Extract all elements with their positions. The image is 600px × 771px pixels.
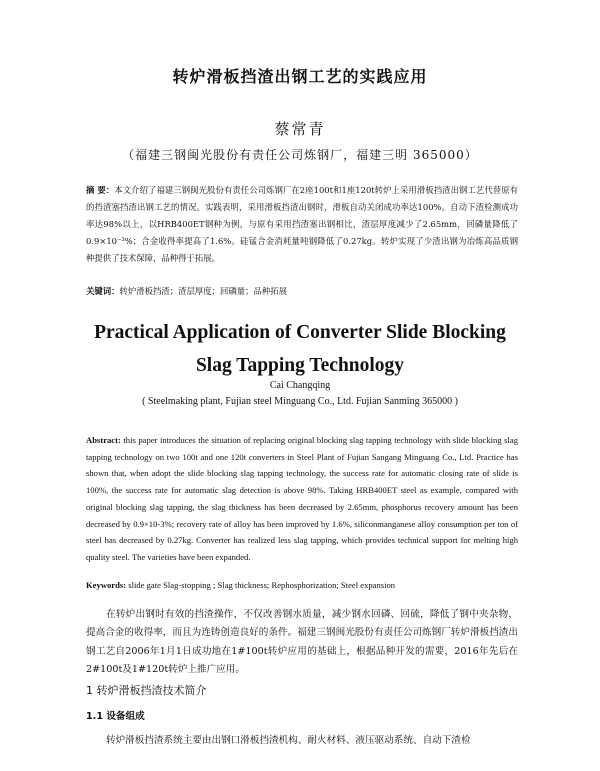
introduction-paragraph: 在转炉出钢时有效的挡渣操作，不仅改善钢水质量，减少钢水回磷、回硫，降低了钢中夹杂物，提高合金的收得率，而且为连铸创造良好的条件。福建三钢闽光股份有责任公司炼钢厂转炉滑板挡渣出钢工艺自2006年1月1日成功地在1#100t转炉应用的基础上，根据品种开发的需要，2016年先后在2#100t及1#120t转炉上推广应用。 xyxy=(86,609,518,676)
section-1-1-heading: 1.1 设备组成 xyxy=(86,711,145,722)
chinese-abstract xyxy=(86,182,518,267)
english-abstract xyxy=(86,432,518,566)
english-abstract-label: Abstract: xyxy=(86,435,121,445)
chinese-author: 蔡常青 xyxy=(274,120,326,138)
chinese-affiliation: （福建三钢闽光股份有责任公司炼钢厂，福建三明 365000） xyxy=(122,148,478,162)
chinese-abstract-text: 本文介绍了福建三钢闽光股份有责任公司炼钢厂在2座100t和1座120t转炉上采用滑板挡渣出钢工艺代替原有的挡渣塞挡渣出钢工艺的情况。实践表明，采用滑板挡渣出钢时，滑板自动关闭成功率达100%。自动下渣检测成功率达98%以上，以HRB400ET钢种为例，与原有采用挡渣塞出钢相比，渣层厚度减少了2.65mm，回磷量降低了0.9×10⁻³%；合金收得率提高了1.6%。硅锰合金消耗量吨钢降低了0.27kg。转炉实现了少渣出钢为冶炼高品质钢种提供了技术保障，品种得于拓展。 xyxy=(86,185,518,263)
chinese-keywords xyxy=(86,284,518,298)
english-keywords xyxy=(86,578,518,592)
english-title xyxy=(0,316,600,382)
chinese-abstract-label: 摘 要： xyxy=(86,185,115,195)
english-keywords-label: Keywords: xyxy=(86,580,127,590)
english-keywords-text: slide gate Slag-stopping ; Slag thickness; Rephosphorization; Steel expansion xyxy=(126,580,396,590)
english-title-line2: Slag Tapping Technology xyxy=(195,355,405,376)
chinese-title: 转炉滑板挡渣出钢工艺的实践应用 xyxy=(172,67,428,86)
chinese-keywords-text: 转炉滑板挡渣；渣层厚度；回磷量；品种拓展 xyxy=(119,286,287,296)
english-author: Cai Changqing xyxy=(269,380,331,391)
section-1-heading: 1 转炉滑板挡渣技术简介 xyxy=(86,684,207,697)
chinese-keywords-label: 关键词： xyxy=(86,286,120,296)
english-title-line1: Practical Application of Converter Slide Blocking xyxy=(94,322,506,343)
english-affiliation: ( Steelmaking plant, Fujian steel Minguang Co., Ltd. Fujian Sanming 365000 ) xyxy=(142,396,458,407)
english-abstract-text: this paper introduces the situation of replacing original blocking slag tapping technology with slide blocking slag tapping technology on two 100t and one 120t converters in Steel Plant of Fujian Sangang Minguang Co., Ltd. Practice has shown that, when adopt the slide blocking slag tapping technology, the success rate for automatic closing rate of slide is 100%, the success rate for automatic slag detection is above 98%. Taking HRB400ET steel as example, compared with original blocking slag tapping, the slag thickness has been decreased by 2.65mm, phosphorus recovery amount has been decreased by 0.9×10-3%; recovery rate of alloy has been improved by 1.6%, siliconmanganese alloy consumption per ton of steel has decreased by 0.27kg. Converter has realized less slag tapping, which provides technical support for melting high quality steel. The varieties have been expanded. xyxy=(86,435,518,562)
section-1-1-paragraph: 转炉滑板挡渣系统主要由出钢口滑板挡渣机构、耐火材料、液压驱动系统、自动下渣检 xyxy=(106,735,471,746)
